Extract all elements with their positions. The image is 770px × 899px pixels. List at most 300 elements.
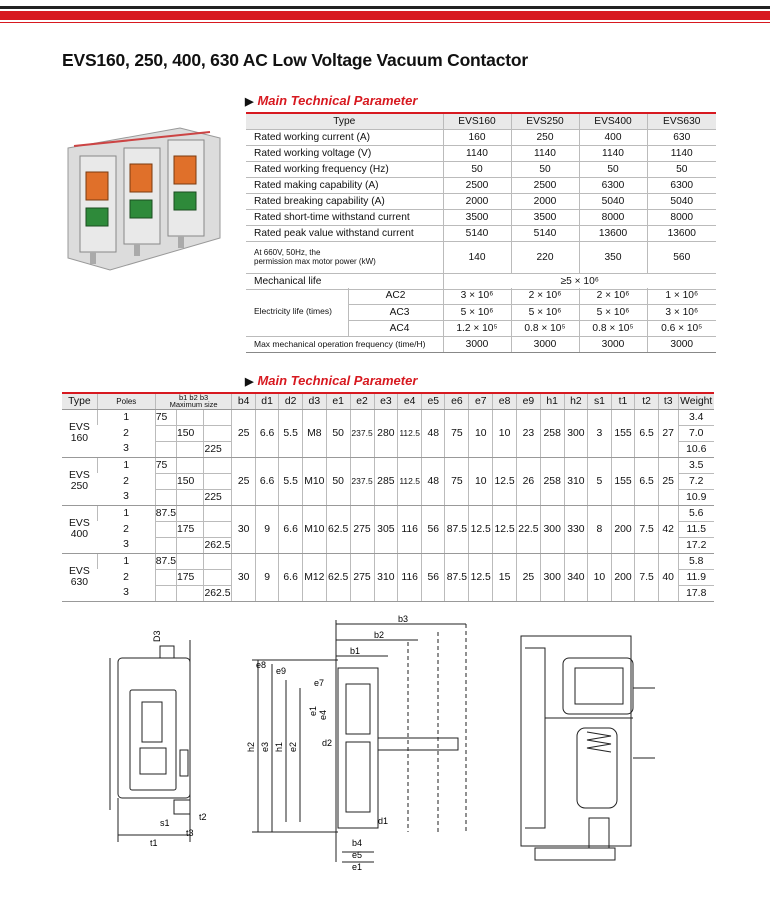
- cell: 2000: [443, 193, 511, 209]
- dim-value-cell: 10: [469, 409, 493, 457]
- dim-value-cell: 40: [658, 553, 678, 601]
- header-cell: EVS630: [647, 113, 716, 129]
- dim-label: h2: [246, 741, 256, 752]
- dim-value-cell: 12.5: [469, 553, 493, 601]
- cell: 1 × 10⁶: [647, 288, 716, 304]
- type-cell: [62, 409, 97, 457]
- cell: 5040: [579, 193, 647, 209]
- header-cell: t3: [658, 393, 678, 409]
- section-heading-text: Main Technical Parameter: [257, 93, 418, 108]
- dim-label: s1: [160, 818, 170, 828]
- dim-value-cell: 200: [611, 505, 635, 553]
- b-size-cell: [155, 489, 176, 505]
- dim-label: D3: [152, 630, 162, 642]
- b-size-cell: [204, 473, 232, 489]
- table-row: [246, 225, 716, 241]
- b-size-cell: 150: [177, 473, 204, 489]
- b-size-cell: 225: [204, 441, 232, 457]
- header-cell: e6: [445, 393, 469, 409]
- table-header-row: [62, 393, 714, 409]
- type-line2: 250: [70, 481, 89, 492]
- dim-label: e4: [318, 709, 328, 720]
- cell: 5140: [511, 225, 579, 241]
- row-label: [246, 241, 443, 273]
- dim-value-cell: 9: [255, 553, 279, 601]
- header-bcols: b1 b2 b3: [178, 393, 209, 403]
- section-heading-params: [245, 93, 417, 108]
- dim-value-cell: 5: [588, 457, 611, 505]
- poles-cell: 3: [97, 537, 155, 553]
- table-row: [246, 288, 716, 304]
- cell: 560: [647, 241, 716, 273]
- poles-cell: 2: [123, 571, 129, 583]
- b-size-cell: 175: [177, 521, 204, 537]
- cell: 2500: [443, 177, 511, 193]
- dim-value-cell: 48: [422, 457, 445, 505]
- header-cell: t2: [635, 393, 659, 409]
- cell: 3000: [443, 336, 511, 352]
- dim-label: b4: [352, 838, 363, 848]
- dim-label: d2: [322, 738, 333, 748]
- top-rule-dark: [0, 6, 770, 9]
- motor-label-line2: permission max motor power (kW): [254, 257, 376, 266]
- section-view-drawing: [505, 628, 665, 868]
- dim-label: b1: [350, 646, 361, 656]
- header-cell: d3: [302, 393, 326, 409]
- weight-cell: 5.8: [678, 553, 714, 569]
- dim-value-cell: 22.5: [517, 505, 541, 553]
- pole-3: [168, 140, 204, 248]
- dimension-table: [62, 392, 714, 602]
- type-line2: 630: [70, 577, 89, 588]
- b-size-cell: [204, 521, 232, 537]
- parameter-table: [246, 112, 716, 290]
- b-size-cell: 150: [177, 425, 204, 441]
- poles-cell: 2: [123, 523, 129, 535]
- weight-cell: 11.5: [678, 521, 714, 537]
- side-view-drawing: [100, 630, 220, 855]
- cell: 630: [647, 129, 716, 145]
- cell: 1140: [443, 145, 511, 161]
- cell: 6300: [579, 177, 647, 193]
- dim-label: t3: [186, 828, 194, 838]
- b-size-cell: 87.5: [155, 553, 176, 569]
- poles-cell: 1: [97, 505, 155, 521]
- header-cell: e5: [422, 393, 445, 409]
- weight-cell: 10.6: [678, 441, 714, 457]
- b-size-cell: [177, 553, 204, 569]
- cell: 0.8 × 10⁵: [511, 320, 579, 336]
- dim-value-cell: 12.5: [493, 505, 517, 553]
- dim-value-cell: 116: [398, 505, 422, 553]
- header-cell: e7: [469, 393, 493, 409]
- header-cell-poles: Poles: [97, 393, 155, 409]
- b-size-cell: [204, 425, 232, 441]
- product-photo: [60, 120, 228, 278]
- poles-cell: 1: [97, 409, 155, 425]
- top-rule-red: [0, 11, 770, 20]
- header-cell: h2: [564, 393, 588, 409]
- type-line1: EVS: [69, 422, 90, 433]
- cell: 1140: [647, 145, 716, 161]
- cell: 3 × 10⁶: [443, 288, 511, 304]
- header-cell: e2: [350, 393, 374, 409]
- dim-label: e8: [256, 660, 267, 670]
- b-size-cell: [204, 505, 232, 521]
- row-label: Rated making capability (A): [246, 177, 443, 193]
- table-row: [246, 193, 716, 209]
- dim-label: b2: [374, 630, 385, 640]
- row-label: Rated breaking capability (A): [246, 193, 443, 209]
- b-size-cell: [155, 537, 176, 553]
- dim-value-cell: 48: [422, 409, 445, 457]
- weight-cell: 17.2: [678, 537, 714, 553]
- b-size-cell: 75: [155, 457, 176, 473]
- header-cell: e4: [398, 393, 422, 409]
- triangle-bullet-icon: ▶: [245, 376, 254, 388]
- table-row: [62, 409, 714, 425]
- dim-value-cell: 116: [398, 553, 422, 601]
- b-size-cell: [204, 409, 232, 425]
- table-row: [246, 336, 716, 352]
- header-cell: d1: [255, 393, 279, 409]
- dim-value-cell: 3: [588, 409, 611, 457]
- b-size-cell: [155, 569, 176, 585]
- dim-value-cell: 6.6: [279, 553, 303, 601]
- dim-value-cell: 200: [611, 553, 635, 601]
- weight-cell: 3.4: [678, 409, 714, 425]
- dim-value-cell: M10: [302, 505, 326, 553]
- dim-value-cell: 15: [493, 553, 517, 601]
- dim-label: t2: [199, 812, 207, 822]
- dim-value-cell: 155: [611, 457, 635, 505]
- cell: 1140: [579, 145, 647, 161]
- weight-cell: 11.9: [678, 569, 714, 585]
- header-cell-maxsize: [155, 393, 232, 409]
- cell: 2 × 10⁶: [511, 288, 579, 304]
- dim-value-cell: 285: [374, 457, 398, 505]
- cell: 220: [511, 241, 579, 273]
- b-size-cell: 262.5: [204, 585, 232, 601]
- header-cell: e9: [517, 393, 541, 409]
- table-row: [246, 241, 716, 273]
- poles-cell: 1: [97, 553, 155, 569]
- dim-value-cell: 258: [540, 409, 564, 457]
- cell: 160: [443, 129, 511, 145]
- dim-value-cell: 10: [493, 409, 517, 457]
- dim-value-cell: 300: [540, 505, 564, 553]
- header-maxsize: Maximum size: [169, 400, 218, 410]
- poles-cell: 3: [97, 489, 155, 505]
- pole-1: [80, 156, 116, 264]
- dim-value-cell: 12.5: [493, 457, 517, 505]
- dim-value-cell: 6.5: [635, 409, 659, 457]
- header-cell: t1: [611, 393, 635, 409]
- dim-value-cell: 56: [422, 505, 445, 553]
- dim-value-cell: 340: [564, 553, 588, 601]
- table-row: [246, 145, 716, 161]
- cell: 3000: [511, 336, 579, 352]
- b-size-cell: [155, 473, 176, 489]
- poles-cell: 3: [97, 585, 155, 601]
- b-size-cell: [204, 553, 232, 569]
- cell: 2500: [511, 177, 579, 193]
- type-cell: [62, 457, 97, 505]
- cell: 13600: [647, 225, 716, 241]
- dim-value-cell: 50: [326, 457, 350, 505]
- header-cell-type: Type: [62, 393, 97, 409]
- header-cell: EVS250: [511, 113, 579, 129]
- b-size-cell: [177, 489, 204, 505]
- b-size-cell: [155, 585, 176, 601]
- top-rule-thin: [0, 22, 770, 23]
- cell: 400: [579, 129, 647, 145]
- header-cell: EVS400: [579, 113, 647, 129]
- cell: 8000: [647, 209, 716, 225]
- header-cell: e1: [326, 393, 350, 409]
- dim-value-cell: 62.5: [326, 505, 350, 553]
- dim-value-cell: 300: [564, 409, 588, 457]
- cell: 2 × 10⁶: [579, 288, 647, 304]
- dim-value-cell: 10: [588, 553, 611, 601]
- type-line2: 400: [70, 529, 89, 540]
- row-label: Rated working frequency (Hz): [246, 161, 443, 177]
- dim-value-cell: 6.5: [635, 457, 659, 505]
- dim-value-cell: 87.5: [445, 505, 469, 553]
- weight-cell: 7.0: [678, 425, 714, 441]
- dim-value-cell: 75: [445, 409, 469, 457]
- dim-value-cell: 50: [326, 409, 350, 457]
- b-size-cell: [177, 505, 204, 521]
- pole-2: [124, 148, 160, 256]
- poles-cell: 2: [123, 427, 129, 439]
- b-size-cell: [177, 441, 204, 457]
- weight-cell: 5.6: [678, 505, 714, 521]
- cell: 5 × 10⁶: [443, 304, 511, 320]
- cell: 5 × 10⁶: [511, 304, 579, 320]
- table-header-row: [246, 113, 716, 129]
- table-row: [246, 273, 716, 289]
- b-size-cell: 87.5: [155, 505, 176, 521]
- page-title: EVS160, 250, 400, 630 AC Low Voltage Vacuum Contactor: [62, 50, 528, 70]
- cell-category: AC3: [348, 304, 443, 320]
- poles-cell: 2: [123, 475, 129, 487]
- cell: 350: [579, 241, 647, 273]
- dim-value-cell: 300: [540, 553, 564, 601]
- header-cell: d2: [279, 393, 303, 409]
- dim-label: e1: [352, 862, 363, 872]
- b-size-cell: [155, 521, 176, 537]
- dim-label: e2: [288, 741, 298, 752]
- b-size-cell: [177, 537, 204, 553]
- dim-value-cell: 75: [445, 457, 469, 505]
- b-size-cell: 75: [155, 409, 176, 425]
- cell: 50: [443, 161, 511, 177]
- dim-value-cell: 42: [658, 505, 678, 553]
- header-cell: Type: [246, 113, 443, 129]
- dim-value-cell: 305: [374, 505, 398, 553]
- cell: 8000: [579, 209, 647, 225]
- dim-value-cell: 8: [588, 505, 611, 553]
- dim-value-cell: 155: [611, 409, 635, 457]
- type-line1: EVS: [69, 470, 90, 481]
- header-cell: s1: [588, 393, 611, 409]
- dim-value-cell: 330: [564, 505, 588, 553]
- b-size-cell: 225: [204, 489, 232, 505]
- dim-value-cell: 12.5: [469, 505, 493, 553]
- dim-value-cell: 25: [517, 553, 541, 601]
- dim-value-cell: 7.5: [635, 553, 659, 601]
- dim-value-cell: 237.5: [350, 457, 374, 505]
- triangle-bullet-icon: ▶: [245, 96, 254, 108]
- dim-value-cell: 112.5: [398, 409, 422, 457]
- dim-value-cell: 25: [232, 409, 255, 457]
- type-cell: [62, 505, 97, 553]
- header-cell: EVS160: [443, 113, 511, 129]
- header-cell: e3: [374, 393, 398, 409]
- cell: 3000: [579, 336, 647, 352]
- table-row: [246, 177, 716, 193]
- cell: 140: [443, 241, 511, 273]
- b-size-cell: [204, 457, 232, 473]
- dim-value-cell: 5.5: [279, 409, 303, 457]
- weight-cell: 3.5: [678, 457, 714, 473]
- cell: 50: [511, 161, 579, 177]
- type-line1: EVS: [69, 566, 90, 577]
- cell: 6300: [647, 177, 716, 193]
- dim-label: h1: [274, 741, 284, 752]
- dim-value-cell: 280: [374, 409, 398, 457]
- dim-value-cell: 87.5: [445, 553, 469, 601]
- b-size-cell: [204, 569, 232, 585]
- dim-value-cell: 112.5: [398, 457, 422, 505]
- b-size-cell: [155, 425, 176, 441]
- table-row: [246, 129, 716, 145]
- section-heading-dims: [245, 373, 417, 388]
- motor-label-line1: At 660V, 50Hz, the: [254, 248, 321, 257]
- dim-value-cell: 275: [350, 553, 374, 601]
- dim-value-cell: M8: [302, 409, 326, 457]
- cell: 5040: [647, 193, 716, 209]
- header-cell: Weight: [678, 393, 714, 409]
- dim-label: t1: [150, 838, 158, 848]
- cell: 3500: [511, 209, 579, 225]
- type-cell: [62, 553, 97, 601]
- dim-value-cell: 30: [232, 553, 255, 601]
- dim-value-cell: 6.6: [279, 505, 303, 553]
- cell: 50: [647, 161, 716, 177]
- cell: 250: [511, 129, 579, 145]
- dim-label: e7: [314, 678, 325, 688]
- dim-value-cell: M10: [302, 457, 326, 505]
- type-line1: EVS: [69, 518, 90, 529]
- header-cell: h1: [540, 393, 564, 409]
- header-cell: b4: [232, 393, 255, 409]
- table-row: [62, 505, 714, 521]
- dim-value-cell: 26: [517, 457, 541, 505]
- dim-value-cell: 62.5: [326, 553, 350, 601]
- cell: 3000: [647, 336, 716, 352]
- cell: 5 × 10⁶: [579, 304, 647, 320]
- b-size-cell: 262.5: [204, 537, 232, 553]
- dim-value-cell: 56: [422, 553, 445, 601]
- dim-label: e9: [276, 666, 287, 676]
- dim-label: e1: [308, 705, 318, 716]
- cell: 2000: [511, 193, 579, 209]
- dim-value-cell: 275: [350, 505, 374, 553]
- dim-label: b3: [398, 614, 409, 624]
- row-label: Mechanical life: [246, 273, 443, 289]
- dim-value-cell: 6.6: [255, 409, 279, 457]
- dim-value-cell: 25: [232, 457, 255, 505]
- weight-cell: 10.9: [678, 489, 714, 505]
- table-row: [246, 209, 716, 225]
- poles-cell: 1: [97, 457, 155, 473]
- cell: 1140: [511, 145, 579, 161]
- table-row: [62, 457, 714, 473]
- cell-mech-life: ≥5 × 10⁶: [443, 273, 716, 289]
- type-line2: 160: [70, 433, 89, 444]
- weight-cell: 7.2: [678, 473, 714, 489]
- cell: 5140: [443, 225, 511, 241]
- dim-label: e3: [260, 741, 270, 752]
- weight-cell: 17.8: [678, 585, 714, 601]
- cell: 1.2 × 10⁵: [443, 320, 511, 336]
- cell: 50: [579, 161, 647, 177]
- b-size-cell: 175: [177, 569, 204, 585]
- dim-value-cell: 27: [658, 409, 678, 457]
- dim-value-cell: 310: [374, 553, 398, 601]
- dim-value-cell: 30: [232, 505, 255, 553]
- section-heading-text: Main Technical Parameter: [257, 373, 418, 388]
- poles-cell: 3: [97, 441, 155, 457]
- cell-category: AC2: [348, 288, 443, 304]
- front-view-drawing: [238, 612, 478, 872]
- b-size-cell: [177, 457, 204, 473]
- cell: 0.6 × 10⁵: [647, 320, 716, 336]
- b-size-cell: [155, 441, 176, 457]
- cell: 3 × 10⁶: [647, 304, 716, 320]
- b-size-cell: [177, 585, 204, 601]
- dim-value-cell: 23: [517, 409, 541, 457]
- dim-value-cell: 7.5: [635, 505, 659, 553]
- dim-value-cell: M12: [302, 553, 326, 601]
- dim-value-cell: 258: [540, 457, 564, 505]
- electricity-life-table: [246, 288, 716, 353]
- row-label: Rated short-time withstand current: [246, 209, 443, 225]
- cell: 13600: [579, 225, 647, 241]
- row-label: Max mechanical operation frequency (time/H): [246, 336, 443, 352]
- header-cell: e8: [493, 393, 517, 409]
- row-label: Rated working voltage (V): [246, 145, 443, 161]
- dim-value-cell: 237.5: [350, 409, 374, 457]
- cell: 0.8 × 10⁵: [579, 320, 647, 336]
- row-label: Rated peak value withstand current: [246, 225, 443, 241]
- row-label: Rated working current (A): [246, 129, 443, 145]
- dim-value-cell: 310: [564, 457, 588, 505]
- dim-label: e5: [352, 850, 363, 860]
- dim-value-cell: 25: [658, 457, 678, 505]
- cell: 3500: [443, 209, 511, 225]
- dim-value-cell: 9: [255, 505, 279, 553]
- dim-value-cell: 10: [469, 457, 493, 505]
- table-row: [62, 553, 714, 569]
- b-size-cell: [177, 409, 204, 425]
- dim-label: d1: [378, 816, 389, 826]
- row-label: Electricity life (times): [246, 288, 348, 336]
- dim-value-cell: 6.6: [255, 457, 279, 505]
- table-row: [246, 161, 716, 177]
